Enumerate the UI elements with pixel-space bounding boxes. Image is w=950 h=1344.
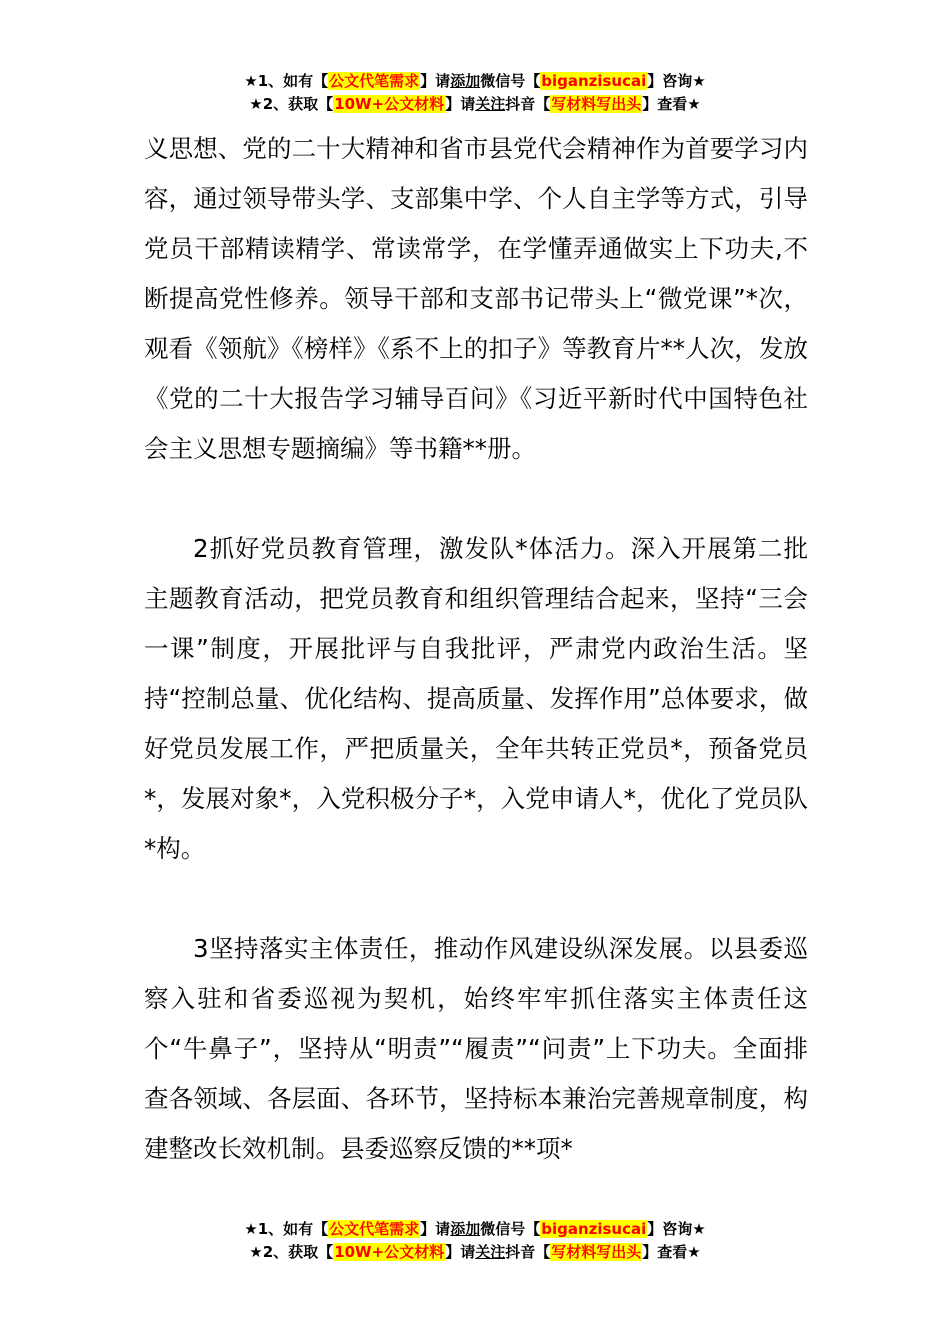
paragraph-study: 义思想、党的二十大精神和省市县党代会精神作为首要学习内容，通过领导带头学、支部集中学、个人自主学等方式，引导党员干部精读精学、常读常学，在学懂弄通做实上下功夫,不断提高党性修养。领导干部和支部书记带头上“微党课”*次，观看《领航》《榜样》《系不上的扣子》等教育片**人次，发放《党的二十大报告学习辅导百问》《习近平新时代中国特色社会主义思想专题摘编》等书籍**册。	[144, 134, 808, 463]
paragraph-gap	[144, 474, 808, 524]
banner-line-1: ★1、如有【公文代笔需求】请添加微信号【biganzisucai】咨询★	[244, 72, 706, 90]
document-body	[144, 124, 808, 1174]
highlight-service: 公文代笔需求	[329, 72, 420, 90]
highlight-douyin-id: 写材料写出头	[551, 1243, 642, 1261]
underline-follow: 关注	[475, 95, 506, 113]
highlight-douyin-id: 写材料写出头	[551, 95, 642, 113]
footer-banner	[0, 1218, 950, 1264]
header-banner	[0, 70, 950, 116]
paragraph-education: 2抓好党员教育管理，激发队*体活力。深入开展第二批主题教育活动，把党员教育和组织管理结合起来，坚持“三会一课”制度，开展批评与自我批评，严肃党内政治生活。坚持“控制总量、优化结构、提高质量、发挥作用”总体要求，做好党员发展工作，严把质量关，全年共转正党员*，预备党员*，发展对象*，入党积极分子*，入党申请人*，优化了党员队*构。	[144, 534, 808, 863]
highlight-service: 公文代笔需求	[329, 1220, 420, 1238]
highlight-materials: 10W+公文材料	[334, 95, 445, 113]
paragraph-gap	[144, 874, 808, 924]
underline-add: 添加	[450, 72, 481, 90]
banner-line-1: ★1、如有【公文代笔需求】请添加微信号【biganzisucai】咨询★	[244, 1220, 706, 1238]
banner-line-2: ★2、获取【10W+公文材料】请关注抖音【写材料写出头】查看★	[249, 95, 701, 113]
paragraph-responsibility: 3坚持落实主体责任，推动作风建设纵深发展。以县委巡察入驻和省委巡视为契机，始终牢牢抓住落实主体责任这个“牛鼻子”，坚持从“明责”“履责”“问责”上下功夫。全面排查各领域、各层面、各环节，坚持标本兼治完善规章制度，构建整改长效机制。县委巡察反馈的**项*	[144, 934, 808, 1163]
highlight-wechat-id: biganzisucai	[541, 1220, 647, 1238]
underline-follow: 关注	[475, 1243, 506, 1261]
highlight-materials: 10W+公文材料	[334, 1243, 445, 1261]
underline-add: 添加	[450, 1220, 481, 1238]
banner-line-2: ★2、获取【10W+公文材料】请关注抖音【写材料写出头】查看★	[249, 1243, 701, 1261]
highlight-wechat-id: biganzisucai	[541, 72, 647, 90]
